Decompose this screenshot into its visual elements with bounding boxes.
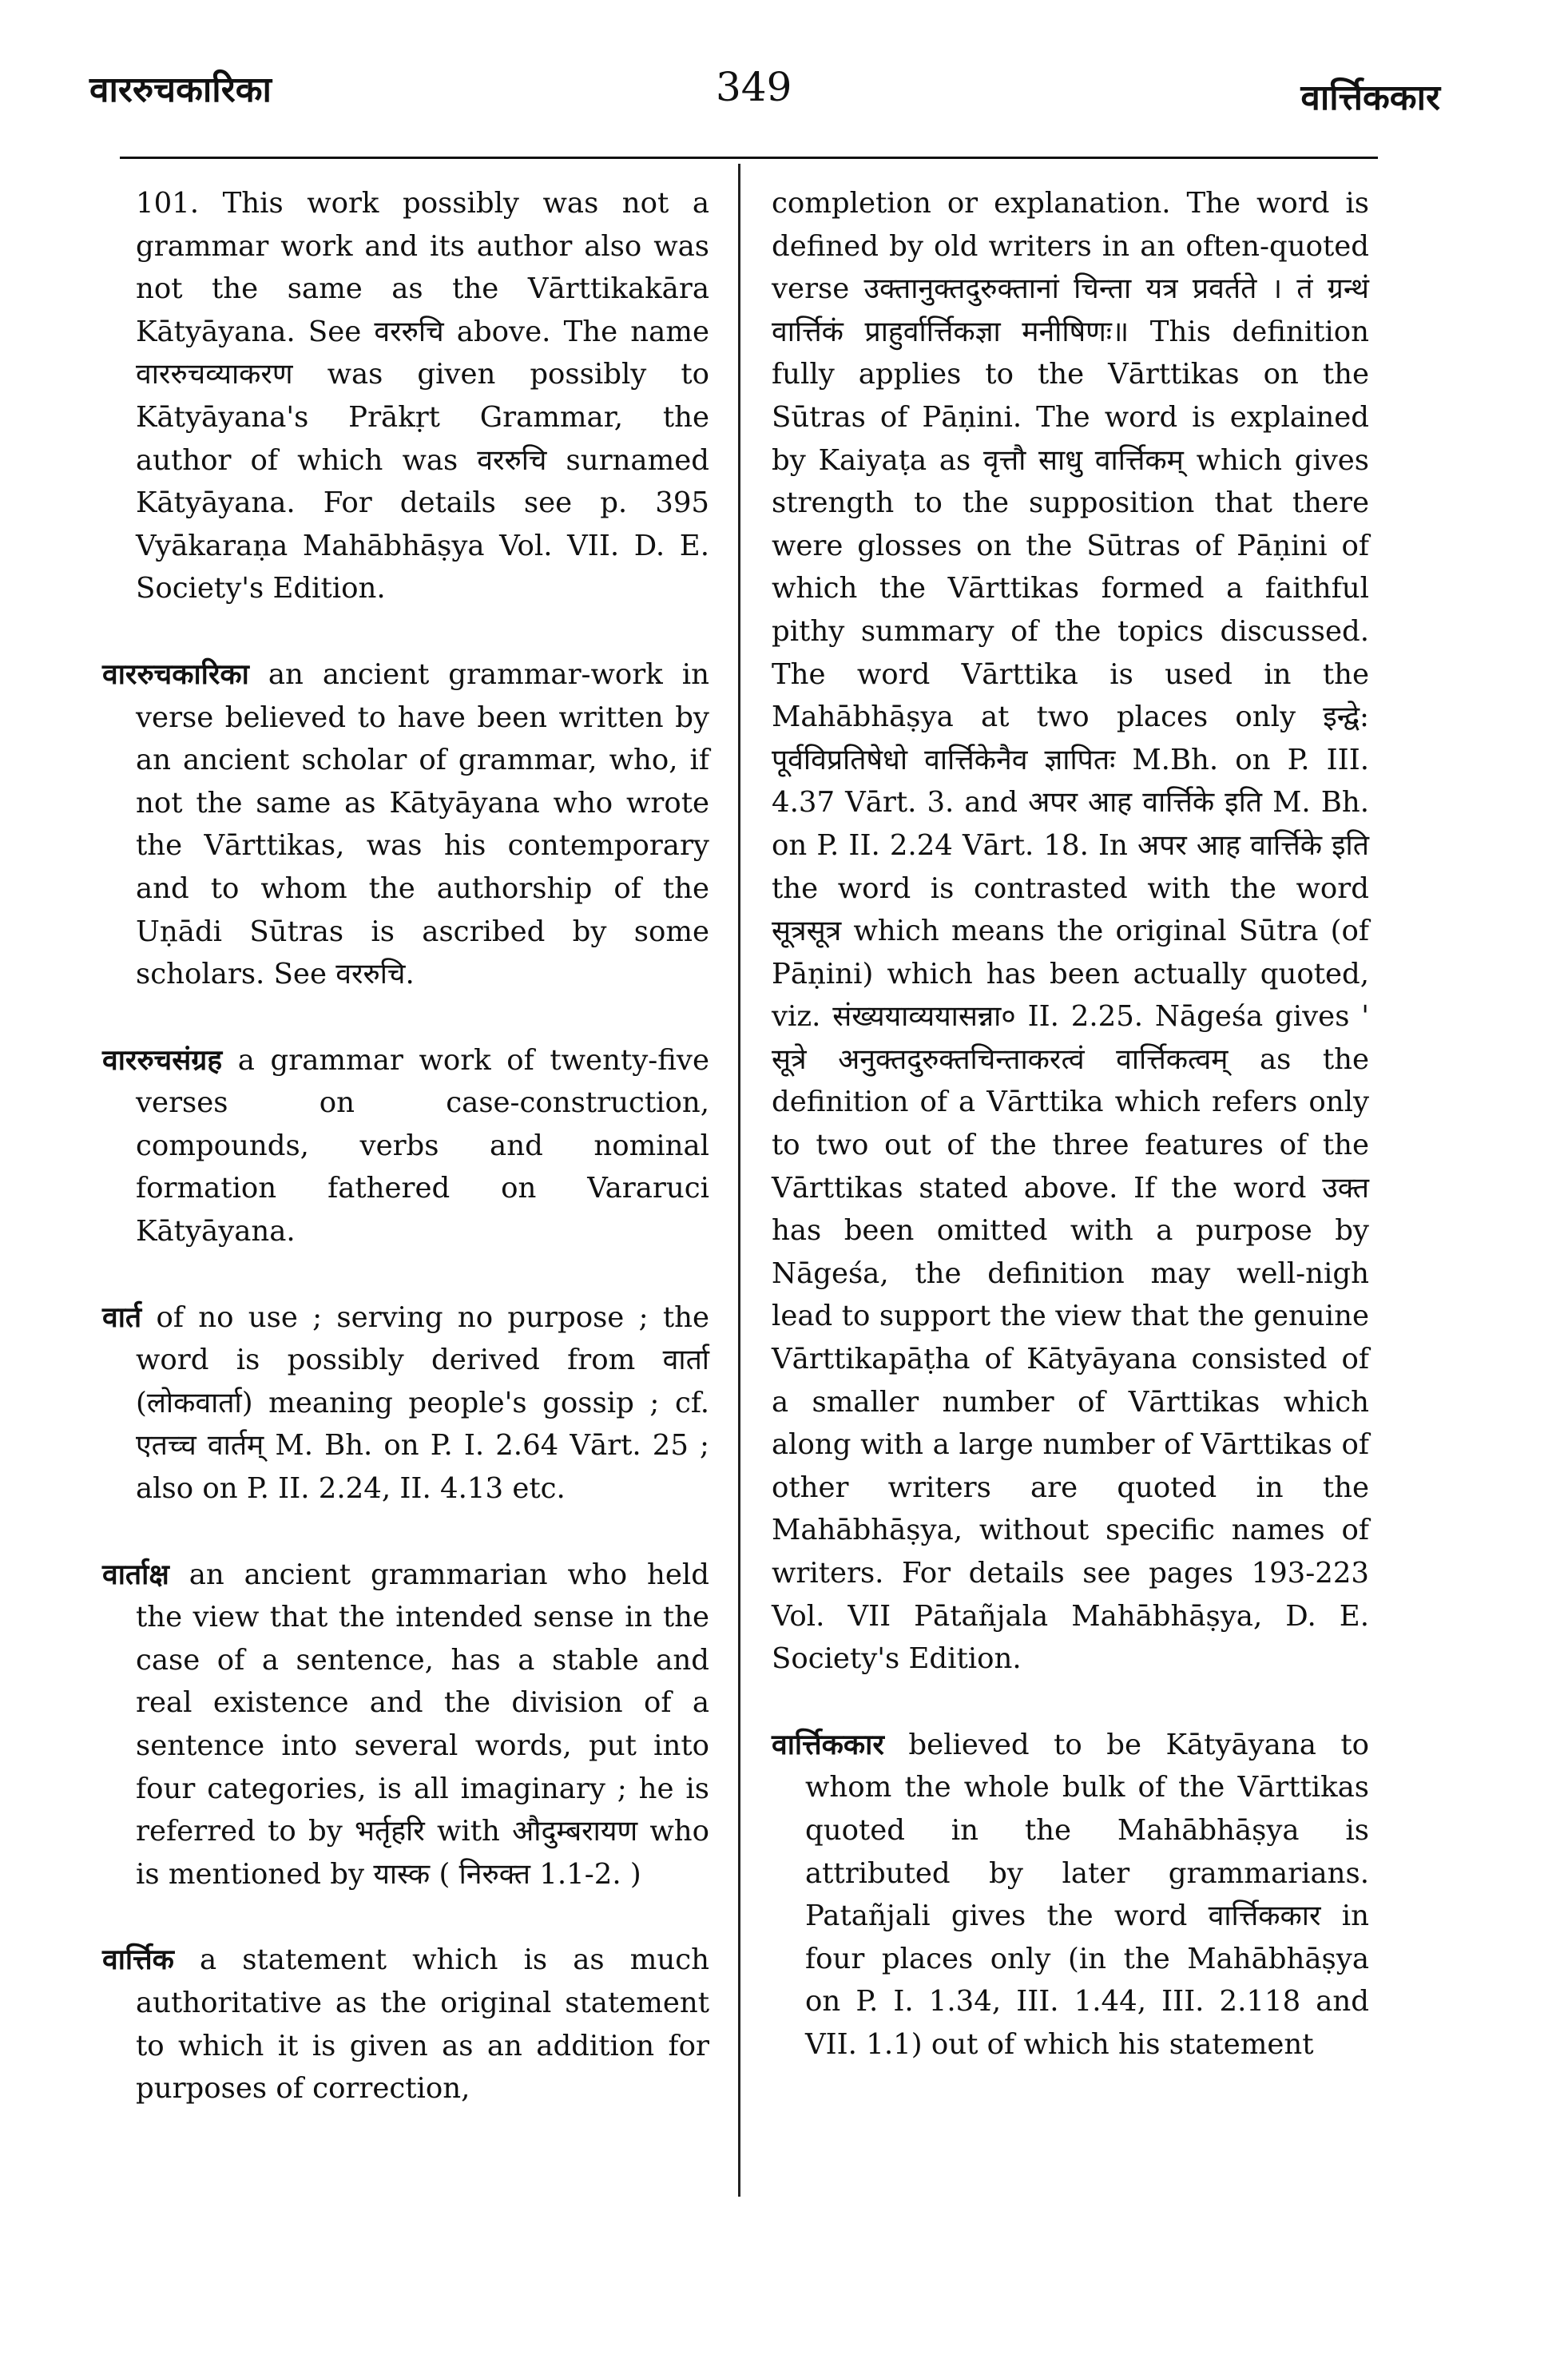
entry-text: a statement which is as much authoritative as the original statement to which it is given as an addition for purposes of correction, [136, 1943, 709, 2106]
running-head [0, 64, 1568, 128]
page-number: 349 [716, 64, 792, 110]
running-head-right: वार्त्तिककार [1300, 77, 1440, 118]
dictionary-entry [772, 1724, 1369, 2066]
entry-text: believed to be Kātyāyana to whom the whole bulk of the Vārttikas quoted in the Mahābhāṣya is attributed by later grammarians. Patañjali gives the word वार्त्तिककार in four places only (in the Mahābhāṣya on P. I. 1.34, III. 1.44, III. 2.118 and VII. 1.1) out of which his statement [805, 1728, 1369, 2061]
entry-text: an ancient grammar-work in verse believed to have been written by an ancient scholar of grammar, who, if not the same as Kātyāyana who wrote the Vārttikas, was his contemporary and to whom the authorship of the Uṇādi Sūtras is ascribed by some scholars. See वररुचि. [136, 657, 709, 991]
entry-text: an ancient grammarian who held the view that the intended sense in the case of a sentence, has a stable and real existence and the division of a sentence into several words, put into four categories, is all imaginary ; he is referred to by भर्तृहरि with औदुम्बरायण who is mentioned by यास्क ( निरुक्त 1.1-2. ) [136, 1558, 710, 1891]
footnote-101: 101. This work possibly was not a grammar work and its author also was not the same as the Vārttikakāra Kātyāyana. See वररुचि above. The name वाररुचव्याकरण was given possibly to Kātyāyana's Prākṛt Grammar, the author of which was वररुचि surnamed Kātyāyana. For details see p. 395 Vyākaraṇa Mahābhāṣya Vol. VII. D. E. Society's Edition. [136, 187, 709, 605]
entry-headword: वार्त्तिक [102, 1943, 174, 1977]
header-rule [120, 157, 1378, 159]
left-column [102, 182, 709, 2154]
right-column [772, 182, 1369, 2110]
entry-headword: वार्ताक्ष [102, 1558, 169, 1591]
entry-headword: वाररुचसंग्रह [102, 1043, 223, 1077]
entry-headword: वाररुचकारिका [102, 657, 249, 691]
entry-text: of no use ; serving no purpose ; the word is possibly derived from वार्ता (लोकवार्ता) meaning people's gossip ; cf. एतच्च वार्तम् M. Bh. on P. I. 2.64 Vārt. 25 ; also on P. II. 2.24, II. 4.13 etc. [136, 1300, 709, 1506]
entry-headword: वार्त [102, 1300, 142, 1334]
dictionary-entry [102, 1939, 709, 2110]
dictionary-entry [102, 1554, 709, 1896]
dictionary-entry [102, 1296, 709, 1510]
column-divider [738, 164, 740, 2197]
entry-headword: वार्त्तिककार [772, 1728, 884, 1761]
dictionary-entry [102, 1039, 709, 1253]
entry-text: a grammar work of twenty-five verses on case-construction, compounds, verbs and nominal formation fathered on Vararuci Kātyāyana. [136, 1043, 709, 1248]
running-head-left: वाररुचकारिका [89, 69, 272, 110]
dictionary-entry [102, 653, 709, 996]
continued-entry-text: completion or explanation. The word is defined by old writers in an often-quoted verse उक्तानुक्तदुरुक्तानां चिन्ता यत्र प्रवर्तते । तं ग्रन्थं वार्त्तिकं प्राहुर्वार्त्तिकज्ञा मनीषिणः॥ This definition fully applies to the Vārttikas on the Sūtras of Pāṇini. The word is explained by Kaiyaṭa as वृत्तौ साधु वार्त्तिकम् which gives strength to the supposition that there were glosses on the Sūtras of Pāṇini of which the Vārttikas formed a faithful pithy summary of the topics discussed. The word Vārttika is used in the Mahābhāṣya at two places only इन्द्वे: पूर्वविप्रतिषेधो वार्त्तिकेनैव ज्ञापितः M.Bh. on P. III. 4.37 Vārt. 3. and अपर आह वार्त्तिके इति M. Bh. on P. II. 2.24 Vārt. 18. In अपर आह वार्त्तिके इति the word is contrasted with the word सूत्रसूत्र which means the original Sūtra (of Pāṇini) which has been actually quoted, viz. संख्ययाव्ययासन्ना० II. 2.25. Nāgeśa gives ' सूत्रे अनुक्तदुरुक्तचिन्ताकरत्वं वार्त्तिकत्वम् as the definition of a Vārttika which refers only to two out of the three features of the Vārttikas stated above. If the word उक्त has been omitted with a purpose by Nāgeśa, the definition may well-nigh lead to support the view that the genuine Vārttikapāṭha of Kātyāyana consisted of a smaller number of Vārttikas which along with a large number of Vārttikas of other writers are quoted in the Mahābhāṣya, without specific names of writers. For details see pages 193-223 Vol. VII Pātañjala Mahābhāṣya, D. E. Society's Edition. [772, 187, 1369, 1676]
